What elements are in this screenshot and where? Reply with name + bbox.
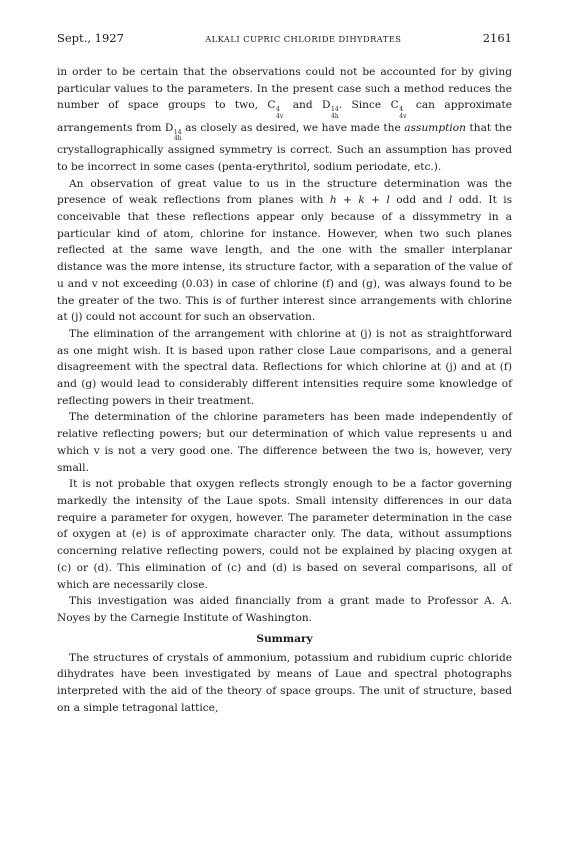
symbol-c4v (267, 99, 284, 120)
header-date: Sept., 1927 (57, 31, 124, 45)
paragraph-chlorine-elimination: The elimination of the arrangement with chlorine at (j) is not as straightforward as one might wish. It is based upon rather close Laue comparisons, and a general disagreement with the spectral data. Reflections for which chlorine at (j) and at (f) and (g) would lead to considerably different intensities require some knowledge of reflecting powers in their treatment. (57, 327, 512, 407)
article-body (57, 64, 512, 716)
text-run: odd and (396, 194, 443, 207)
text-run: in order to be certain that the observations could not be accounted for by giving particular values to the parameters. In the present case such a method reduces the number of space groups to two, (57, 66, 512, 112)
symbol-base: D (322, 99, 331, 112)
plus-sign: + (336, 194, 359, 207)
header-page-number: 2161 (482, 31, 512, 45)
symbol-base: D (164, 121, 174, 134)
paragraph-space-groups (57, 64, 512, 176)
text-run: . Since (338, 99, 382, 112)
text-run: An observation of great value to us in the structure determination was the presence of weak reflections from planes with (57, 177, 512, 207)
symbol-sup: 14 (173, 128, 182, 136)
paragraph-acknowledgement: This investigation was aided financially from a grant made to Professor A. A. Noyes by the Carnegie Institute of Washington. (57, 595, 512, 624)
paragraph-summary: The structures of crystals of ammonium, potassium and rubidium cupric chloride dihydrates have been investigated by means of Laue and spectral photographs interpreted with the aid of the theory of space groups. The unit of structure, based on a simple tetragonal lattice, (57, 651, 512, 714)
index-l: l (386, 194, 390, 207)
symbol-sub: 4v (276, 112, 284, 120)
index-l: l (448, 194, 453, 207)
paragraph-weak-reflections (57, 176, 512, 326)
plus-sign: + (364, 194, 387, 207)
symbol-c4v (390, 99, 407, 120)
text-run: as closely as desired, we have made the (185, 121, 401, 134)
italic-assumption: assumption (404, 121, 466, 134)
paragraph-chlorine-parameters: The determination of the chlorine parameters has been made independently of relative reflecting powers; but our determination of which value represents u and which v is not a very good one. The difference between the two is, however, very small. (57, 411, 512, 474)
text-run: and (292, 99, 313, 112)
text-run: that the crystallographically assigned symmetry is correct. Such an assumption has proved to be incorrect in some cases (penta-erythritol, sodium periodate, etc.). (57, 121, 513, 173)
text-run: can approximate arrangements from (57, 99, 512, 134)
symbol-d4h (164, 121, 182, 143)
symbol-base: C (267, 99, 276, 112)
symbol-sub: 4h (173, 135, 182, 143)
symbol-sup: 4 (276, 106, 280, 114)
paragraph-oxygen: It is not probable that oxygen reflects strongly enough to be a factor governing markedly the intensity of the Laue spots. Small intensity differences in our data require a parameter for oxygen, however. The parameter determination in the case of oxygen at (e) is of approximate character only. The data, without assumptions concerning relative reflecting powers, could not be explained by placing oxygen at (c) or (d). This elimination of (c) and (d) is based on several comparisons, all of which are necessarily close. (57, 478, 512, 591)
header-running-title: ALKALI CUPRIC CHLORIDE DIHYDRATES (205, 34, 402, 44)
symbol-sup: 4 (399, 106, 404, 114)
index-h: h (329, 194, 337, 207)
symbol-sub: 4v (399, 112, 407, 120)
symbol-base: C (390, 99, 399, 112)
symbol-sup: 14 (331, 106, 339, 114)
symbol-sub: 4h (331, 112, 339, 120)
symbol-d4h (322, 99, 339, 120)
summary-heading: Summary (256, 632, 313, 645)
running-header (57, 31, 512, 45)
index-k: k (358, 194, 365, 207)
text-run: odd. It is conceivable that these reflections appear only because of a dissymmetry in a particular kind of atom, chlorine for instance. However, when two such planes reflected at the same wave length, and the one with the smaller interplanar distance was the more intense, its structure factor, with a separation of the value of u and v not exceeding (0.03) in case of chlorine (f) and (g), was always found to be the greater of the two. This is of further interest since arrangements with chlorine at (j) could not account for such an observation. (57, 194, 513, 324)
